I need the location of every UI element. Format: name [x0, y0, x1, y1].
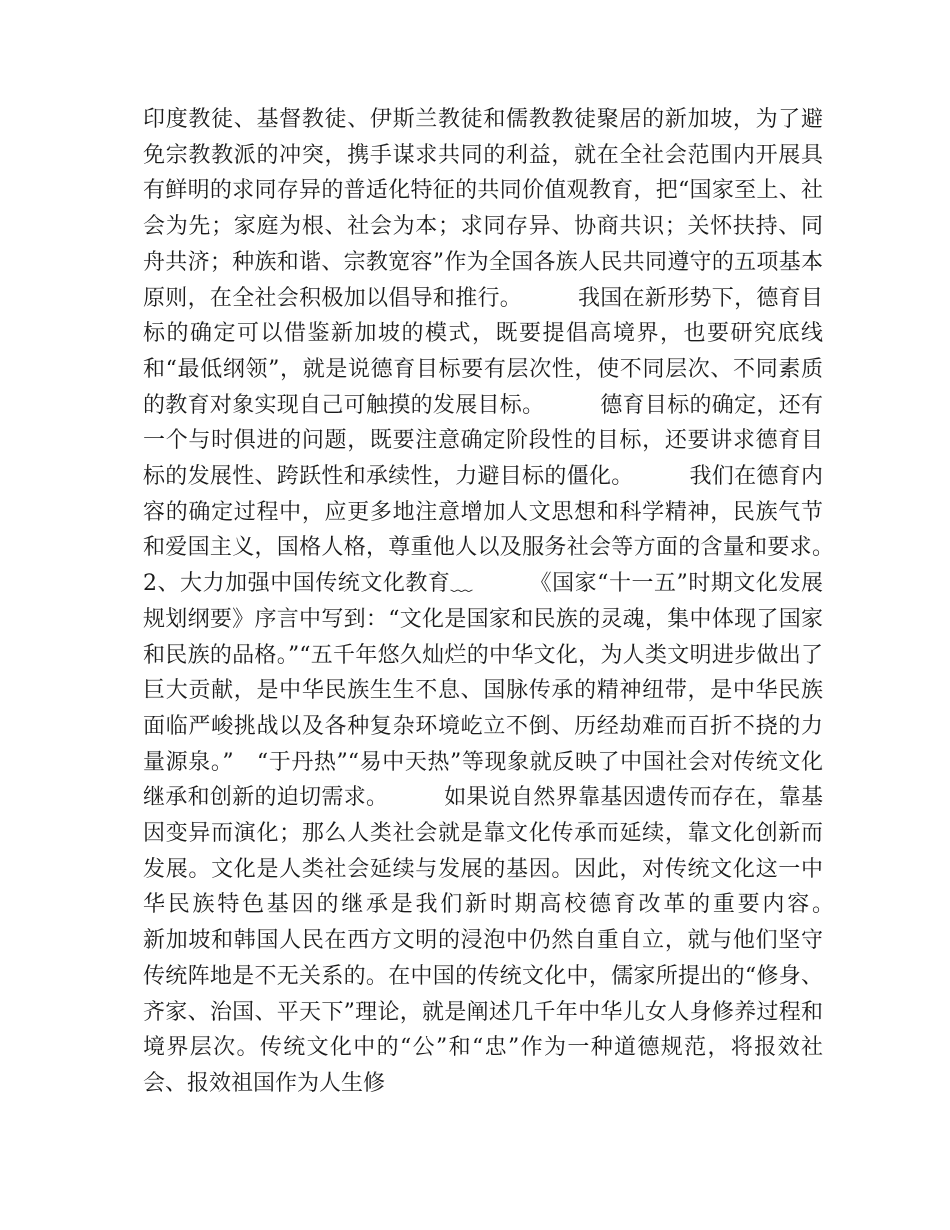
body-text: 印度教徒、基督教徒、伊斯兰教徒和儒教教徒聚居的新加坡，为了避免宗教教派的冲突，携手谋求共同的利益，就在全社会范围内开展具有鲜明的求同存异的普适化特征的共同价值观教育，把“国家至上、社会为先；家庭为根、社会为本；求同存异、协商共识；关怀扶持、同舟共济；种族和谐、宗教宽容”作为全国各族人民共同遵守的五项基本原则，在全社会积极加以倡导和推行。 我国在新形势下，德育目标的确定可以借鉴新加坡的模式，既要提倡高境界，也要研究底线和“最低纲领”，就是说德育目标要有层次性，使不同层次、不同素质的教育对象实现自己可触摸的发展目标。 德育目标的确定，还有一个与时俱进的问题，既要注意确定阶段性的目标，还要讲求德育目标的发展性、跨跃性和承续性，力避目标的僵化。 我们在德育内容的确定过程中，应更多地注意增加人文思想和科学精神，民族气节和爱国主义，国格人格，尊重他人以及服务社会等方面的含量和要求。 2、大力加强中国传统文化教育﹏ 《国家“十一五”时期文化发展规划纲要》序言中写到：“文化是国家和民族的灵魂，集中体现了国家和民族的品格。”“五千年悠久灿烂的中华文化，为人类文明进步做出了巨大贡献，是中华民族生生不息、国脉传承的精神纽带，是中华民族面临严峻挑战以及各种复杂环境屹立不倒、历经劫难而百折不挠的力量源泉。” “于丹热”“易中天热”等现象就反映了中国社会对传统文化继承和创新的迫切需求。 如果说自然界靠基因遗传而存在，靠基因变异而演化；那么人类社会就是靠文化传承而延续，靠文化创新而发展。文化是人类社会延续与发展的基因。因此，对传统文化这一中华民族特色基因的继承是我们新时期高校德育改革的重要内容。 新加坡和韩国人民在西方文明的浸泡中仍然自重自立，就与他们坚守传统阵地是不无关系的。在中国的传统文化中，儒家所提出的“修身、齐家、治国、平天下”理论，就是阐述几千年中华儿女人身修养过程和境界层次。传统文化中的“公”和“忠”作为一种道德规范，将报效社会、报效祖国作为人生修 [143, 107, 890, 1096]
